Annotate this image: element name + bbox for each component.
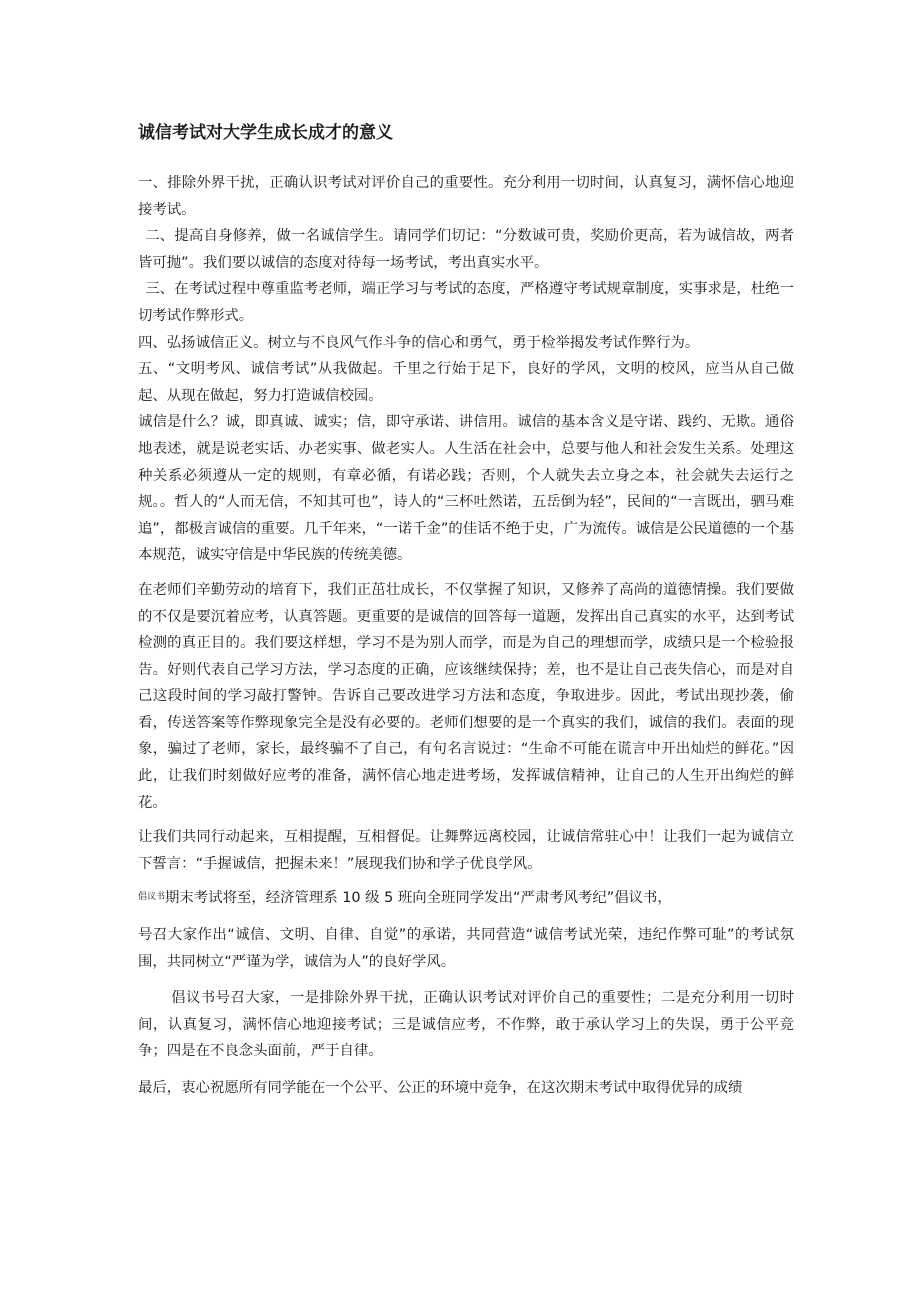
point-3: 三、在考试过程中尊重监考老师，端正学习与考试的态度，严格遵守考试规章制度，实事求是，杜绝一切考试作弊形式。 xyxy=(138,281,794,324)
proposal-call-paragraph: 号召大家作出“诚信、文明、自律、自觉”的承诺，共同营造“诚信考试光荣，违纪作弊可耻”的考试氛围，共同树立“严谨为学，诚信为人”的良好学风。 xyxy=(138,927,794,970)
action-paragraph: 让我们共同行动起来，互相提醒，互相督促。让舞弊远离校园，让诚信常驻心中！让我们一起为诚信立下誓言：“手握诚信，把握未来！”展现我们协和学子优良学风。 xyxy=(138,829,794,872)
point-5: 五、“文明考风、诚信考试”从我做起。千里之行始于足下，良好的学风，文明的校风，应当从自己做起、从现在做起，努力打造诚信校园。 xyxy=(138,361,794,404)
proposal-intro-paragraph xyxy=(138,885,794,912)
proposal-points-paragraph: 倡议书号召大家，一是排除外界干扰，正确认识考试对评价自己的重要性；二是充分利用一切时间，认真复习，满怀信心地迎接考试；三是诚信应考，不作弊，敢于承认学习上的失误，勇于公平竞争；四是在不良念头面前，严于自律。 xyxy=(138,990,794,1060)
proposal-tag: 倡议书 xyxy=(138,892,166,903)
point-4: 四、弘扬诚信正义。树立与不良风气作斗争的信心和勇气，勇于检举揭发考试作弊行为。 xyxy=(138,334,700,351)
point-2: 二、提高自身修养，做一名诚信学生。请同学们切记：“分数诚可贵，奖励价更高，若为诚信故，两者皆可抛”。我们要以诚信的态度对待每一场考试，考出真实水平。 xyxy=(138,228,794,271)
document-page xyxy=(138,118,794,1102)
teachers-paragraph: 在老师们辛勤劳动的培育下，我们正茁壮成长，不仅掌握了知识，又修养了高尚的道德情操。我们要做的不仅是要沉着应考，认真答题。更重要的是诚信的回答每一道题，发挥出自己真实的水平，达到考试检测的真正目的。我们要这样想，学习不是为别人而学，而是为自己的理想而学，成绩只是一个检验报告。好则代表自己学习方法，学习态度的正确，应该继续保持；差，也不是让自己丧失信心，而是对自己这段时间的学习敲打警钟。告诉自己要改进学习方法和态度，争取进步。因此，考试出现抄袭，偷看，传送答案等作弊现象完全是没有必要的。老师们想要的是一个真实的我们，诚信的我们。表面的现象，骗过了老师，家长，最终骗不了自己，有句名言说过：“生命不可能在谎言中开出灿烂的鲜花。”因此，让我们时刻做好应考的准备，满怀信心地走进考场，发挥诚信精神，让自己的人生开出绚烂的鲜花。 xyxy=(138,581,794,811)
integrity-definition-paragraph: 诚信是什么？诚，即真诚、诚实；信，即守承诺、讲信用。诚信的基本含义是守诺、践约、无欺。通俗地表述，就是说老实话、办老实事、做老实人。人生活在社会中，总要与他人和社会发生关系。处理这种关系必须遵从一定的规则，有章必循，有诺必践；否则，个人就失去立身之本，社会就失去运行之规。。哲人的“人而无信，不知其可也”，诗人的“三杯吐然诺，五岳倒为轻”，民间的“一言既出，驷马难追”，都极言诚信的重要。几千年来，“一诺千金”的佳话不绝于史，广为流传。诚信是公民道德的一个基本规范，诚实守信是中华民族的传统美德。 xyxy=(138,414,794,564)
closing-paragraph: 最后，衷心祝愿所有同学能在一个公平、公正的环境中竞争，在这次期末考试中取得优异的成绩 xyxy=(138,1080,743,1096)
proposal-intro-text: 期末考试将至，经济管理系 10 级 5 班向全班同学发出“严肃考风考纪”倡议书， xyxy=(165,890,672,907)
document-title: 诚信考试对大学生成长成才的意义 xyxy=(138,123,393,143)
point-1: 一、排除外界干扰，正确认识考试对评价自己的重要性。充分利用一切时间，认真复习，满怀信心地迎接考试。 xyxy=(138,175,794,218)
